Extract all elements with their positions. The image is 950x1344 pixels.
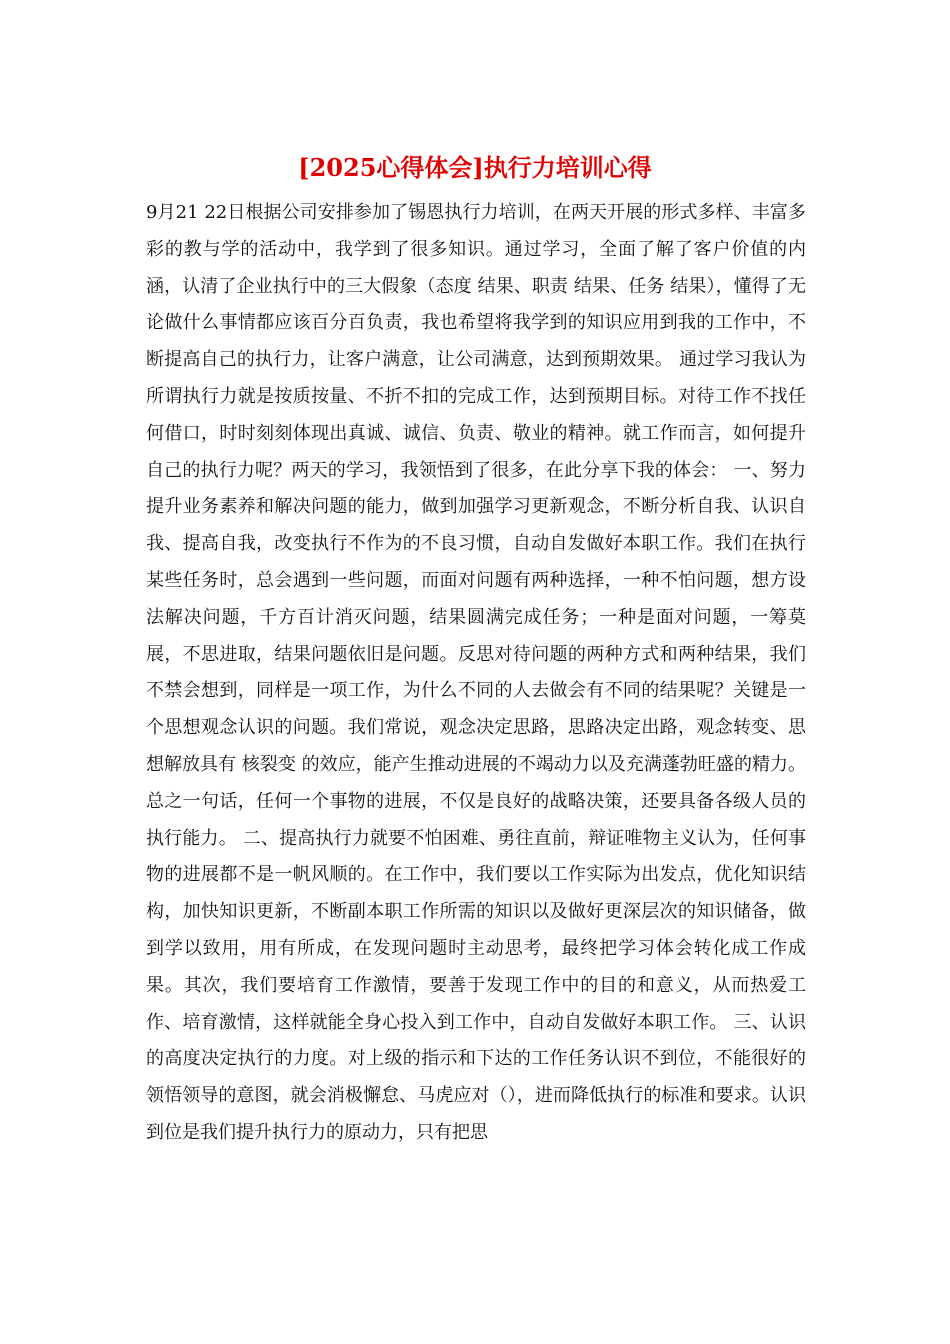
document-title: [2025心得体会]执行力培训心得 bbox=[298, 153, 652, 182]
document-body: 9月21 22日根据公司安排参加了锡恩执行力培训，在两天开展的形式多样、丰富多彩的教与学的活动中，我学到了很多知识。通过学习，全面了解了客户价值的内涵，认清了企业执行中的三大假象（态度 结果、职责 结果、任务 结果），懂得了无论做什么事情都应该百分百负责，我也希望将我学到的知识应用到我的工作中，不断提高自己的执行力，让客户满意，让公司满意，达到预期效果。 通过学习我认为所谓执行力就是按质按量、不折不扣的完成工作，达到预期目标。对待工作不找任何借口，时时刻刻体现出真诚、诚信、负责、敬业的精神。就工作而言，如何提升自己的执行力呢？两天的学习，我领悟到了很多，在此分享下我的体会： 一、努力提升业务素养和解决问题的能力，做到加强学习更新观念，不断分析自我、认识自我、提高自我，改变执行不作为的不良习惯，自动自发做好本职工作。我们在执行某些任务时，总会遇到一些问题，而面对问题有两种选择，一种不怕问题，想方设法解决问题，千方百计消灭问题，结果圆满完成任务；一种是面对问题，一筹莫展，不思进取，结果问题依旧是问题。反思对待问题的两种方式和两种结果，我们不禁会想到，同样是一项工作，为什么不同的人去做会有不同的结果呢？关键是一个思想观念认识的问题。我们常说，观念决定思路，思路决定出路，观念转变、思想解放具有 核裂变 的效应，能产生推动进展的不竭动力以及充满蓬勃旺盛的精力。总之一句话，任何一个事物的进展，不仅是良好的战略决策，还要具备各级人员的执行能力。 二、提高执行力就要不怕困难、勇往直前，辩证唯物主义认为，任何事物的进展都不是一帆风顺的。在工作中，我们要以工作实际为出发点，优化知识结构，加快知识更新，不断副本职工作所需的知识以及做好更深层次的知识储备，做到学以致用，用有所成，在发现问题时主动思考，最终把学习体会转化成工作成果。其次，我们要培育工作激情，要善于发现工作中的目的和意义，从而热爱工作、培育激情，这样就能全身心投入到工作中，自动自发做好本职工作。 三、认识的高度决定执行的力度。对上级的指示和下达的工作任务认识不到位，不能很好的领悟领导的意图，就会消极懈怠、马虎应对（），进而降低执行的标准和要求。认识到位是我们提升执行力的原动力，只有把思 bbox=[146, 202, 806, 1143]
